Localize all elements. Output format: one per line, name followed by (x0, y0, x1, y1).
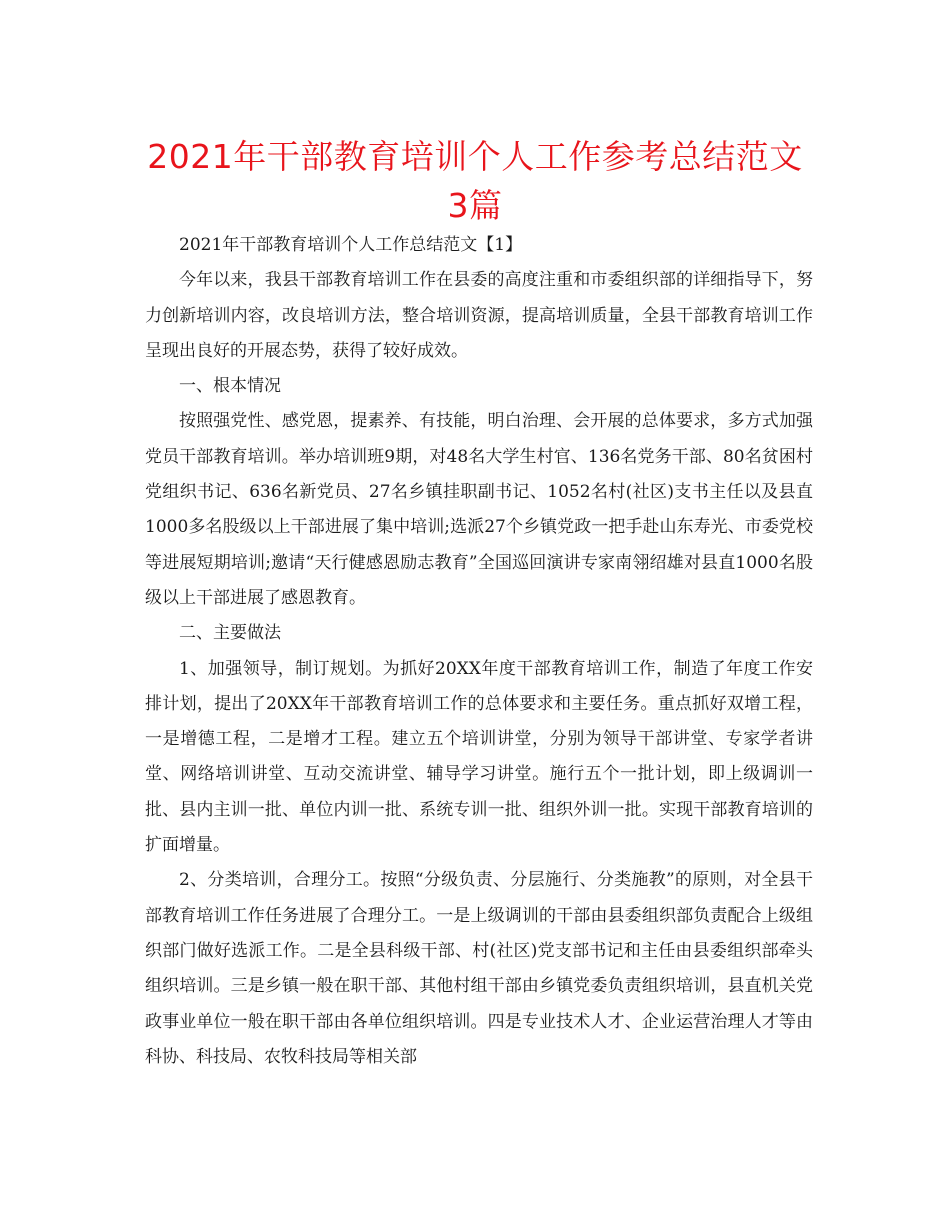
section-heading: 2021年干部教育培训个人工作总结范文【1】 (179, 235, 523, 255)
document-title: 2021年干部教育培训个人工作参考总结范文3篇 (147, 137, 803, 225)
document-body (145, 228, 813, 1075)
paragraph: 2、分类培训，合理分工。按照“分级负责、分层施行、分类施教”的原则，对全县干部教育培训工作任务进展了合理分工。一是上级调训的干部由县委组织部负责配合上级组织部门做好选派工作。二是全县科级干部、村(社区)党支部书记和主任由县委组织部牵头组织培训。三是乡镇一般在职干部、其他村组干部由乡镇党委负责组织培训，县直机关党政事业单位一般在职干部由各单位组织培训。四是专业技术人才、企业运营治理人才等由科协、科技局、农牧科技局等相关部 (145, 870, 813, 1067)
paragraph: 1、加强领导，制订规划。为抓好20XX年度干部教育培训工作，制造了年度工作安排计划，提出了20XX年干部教育培训工作的总体要求和主要任务。重点抓好双增工程，一是增德工程，二是增才工程。建立五个培训讲堂，分别为领导干部讲堂、专家学者讲堂、网络培训讲堂、互动交流讲堂、辅导学习讲堂。施行五个一批计划，即上级调训一批、县内主训一批、单位内训一批、系统专训一批、组织外训一批。实现干部教育培训的扩面增量。 (145, 658, 813, 856)
paragraph: 今年以来，我县干部教育培训工作在县委的高度注重和市委组织部的详细指导下，努力创新培训内容，改良培训方法，整合培训资源，提高培训质量，全县干部教育培训工作呈现出良好的开展态势，获得了较好成效。 (145, 270, 813, 361)
section-heading: 一、根本情况 (179, 376, 281, 397)
section-heading: 二、主要做法 (179, 623, 281, 644)
paragraph: 按照强党性、感党恩，提素养、有技能，明白治理、会开展的总体要求，多方式加强党员干部教育培训。举办培训班9期，对48名大学生村官、136名党务干部、80名贫困村党组织书记、636名新党员、27名乡镇挂职副书记、1052名村(社区)支书主任以及县直1000多名股级以上干部进展了集中培训;选派27个乡镇党政一把手赴山东寿光、市委党校等进展短期培训;邀请“天行健感恩励志教育”全国巡回演讲专家南翎绍雄对县直1000名股级以上干部进展了感恩教育。 (145, 411, 813, 608)
